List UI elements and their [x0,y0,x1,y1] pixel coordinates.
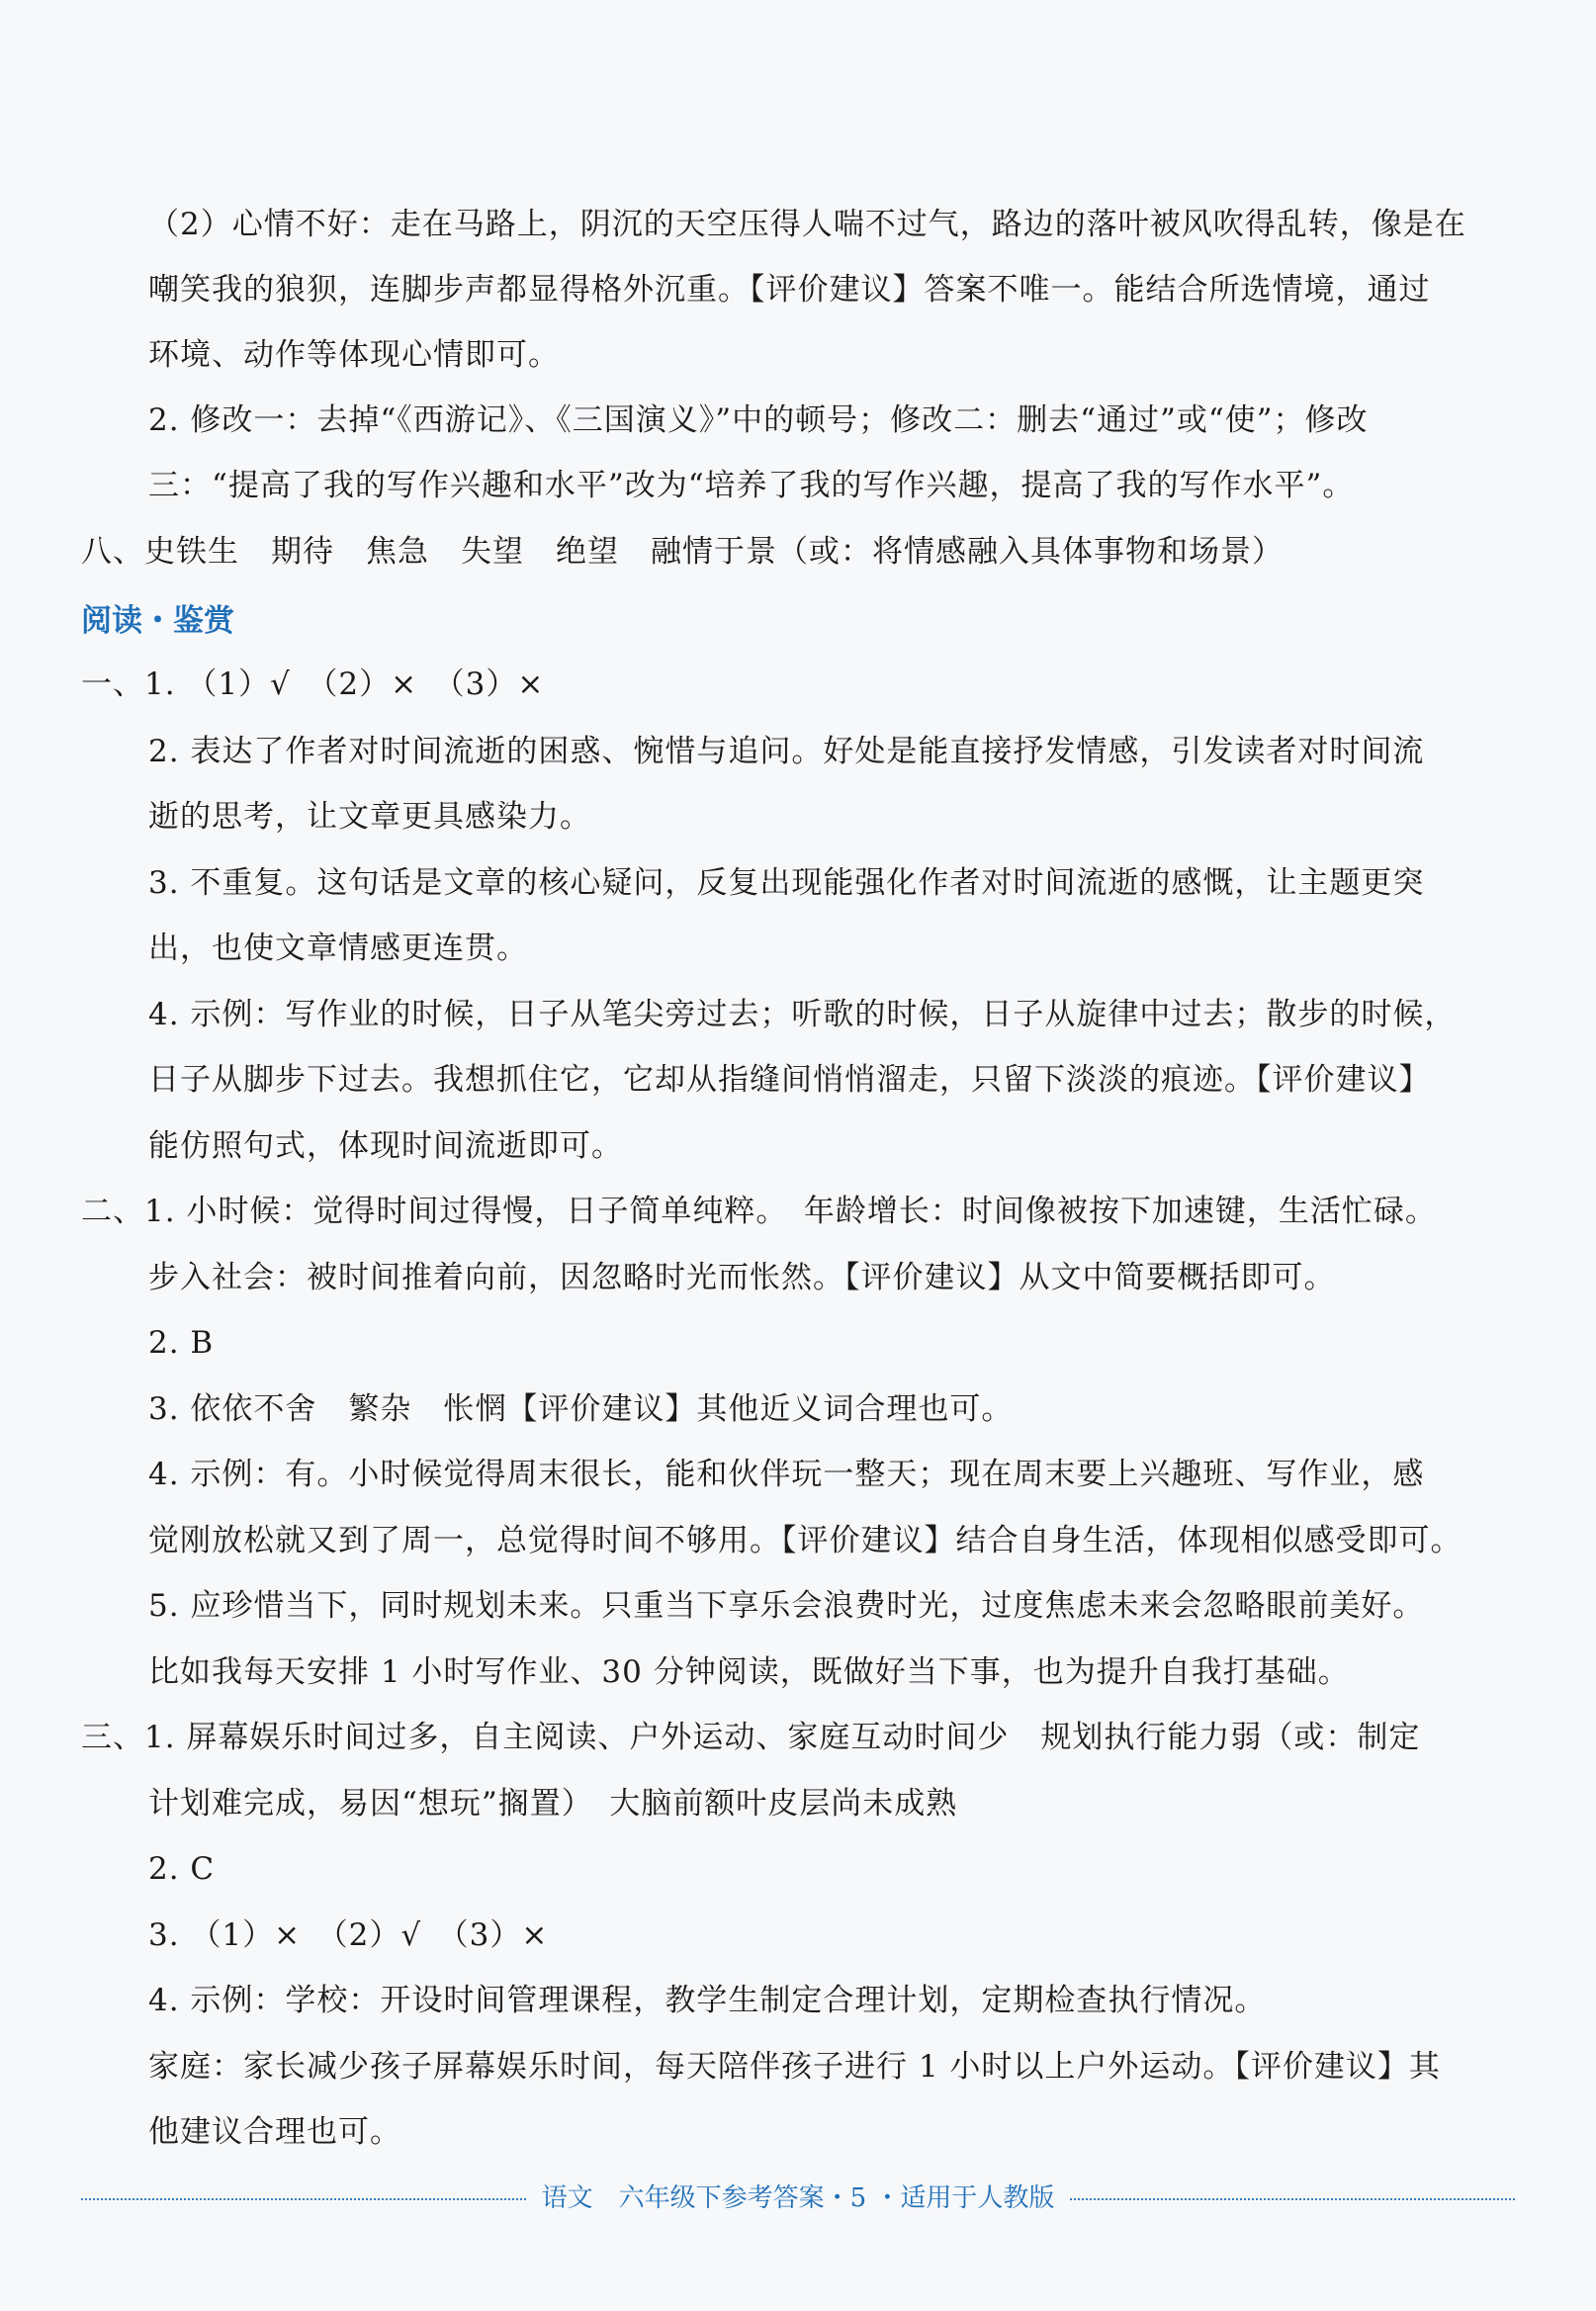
answer-line: 三、1. 屏幕娱乐时间过多，自主阅读、户外运动、家庭互动时间少 规划执行能力弱（或：制定 [81,1720,1421,1755]
answer-line: 比如我每天安排 1 小时写作业、30 分钟阅读，既做好当下事，也为提升自我打基础。 [148,1654,1350,1690]
answer-line: 能仿照句式，体现时间流逝即可。 [148,1128,623,1164]
answer-line: 3. 依依不舍 繁杂 怅惘【评价建议】其他近义词合理也可。 [148,1391,1014,1427]
answer-line: 觉刚放松就又到了周一，总觉得时间不够用。【评价建议】结合自身生活，体现相似感受即可。 [148,1523,1463,1558]
answer-line: 环境、动作等体现心情即可。 [148,337,560,373]
answer-line: 计划难完成，易因“想玩”搁置） 大脑前额叶皮层尚未成熟 [148,1786,958,1822]
answer-line: 三：“提高了我的写作兴趣和水平”改为“培养了我的写作兴趣，提高了我的写作水平”。 [148,468,1355,503]
answer-line: 嘲笑我的狼狈，连脚步声都显得格外沉重。【评价建议】答案不唯一。能结合所选情境，通过 [148,272,1431,308]
answer-line: 日子从脚步下过去。我想抓住它，它却从指缝间悄悄溜走，只留下淡淡的痕迹。【评价建议】 [148,1062,1431,1098]
answer-line: 八、史铁生 期待 焦急 失望 绝望 融情于景（或：将情感融入具体事物和场景） [81,534,1284,570]
answer-line: 4. 示例：学校：开设时间管理课程，教学生制定合理计划，定期检查执行情况。 [148,1983,1267,2018]
answer-line: 二、1. 小时候：觉得时间过得慢，日子简单纯粹。 年龄增长：时间像被按下加速键，生活忙碌。 [81,1194,1437,1229]
answer-line: 出，也使文章情感更连贯。 [148,931,528,966]
answer-line: （2）心情不好：走在马路上，阴沉的天空压得人喘不过气，路边的落叶被风吹得乱转，像是在 [148,207,1466,242]
page-footer [0,2180,1596,2216]
answer-line: 2. C [148,1851,216,1887]
answer-line: 家庭：家长减少孩子屏幕娱乐时间，每天陪伴孩子进行 1 小时以上户外运动。【评价建议】其 [148,2049,1441,2085]
answer-line: 2. 修改一：去掉“《西游记》、《三国演义》”中的顿号；修改二：删去“通过”或“使”；修改 [148,402,1369,438]
answer-line: 3. 不重复。这句话是文章的核心疑问，反复出现能强化作者对时间流逝的感慨，让主题更突 [148,865,1425,901]
footer-label: 语文 六年级下参考答案・5 ・适用于人教版 [528,2183,1069,2213]
answer-line: 一、1. （1）√ （2）× （3）× [81,667,545,702]
section-title: 阅读・鉴赏 [81,603,234,639]
answer-line: 他建议合理也可。 [148,2114,401,2150]
answer-line: 步入社会：被时间推着向前，因忽略时光而怅然。【评价建议】从文中简要概括即可。 [148,1260,1336,1295]
answer-line: 逝的思考，让文章更具感染力。 [148,799,591,835]
answer-line: 3. （1）× （2）√ （3）× [148,1917,549,1953]
answer-line: 2. B [148,1325,215,1361]
answer-line: 4. 示例：写作业的时候，日子从笔尖旁过去；听歌的时候，日子从旋律中过去；散步的时候， [148,997,1457,1032]
answer-line: 2. 表达了作者对时间流逝的困惑、惋惜与追问。好处是能直接抒发情感，引发读者对时间流 [148,734,1425,769]
answer-line: 5. 应珍惜当下，同时规划未来。只重当下享乐会浪费时光，过度焦虑未来会忽略眼前美好。 [148,1588,1425,1624]
answer-line: 4. 示例：有。小时候觉得周末很长，能和伙伴玩一整天；现在周末要上兴趣班、写作业，感 [148,1457,1425,1492]
